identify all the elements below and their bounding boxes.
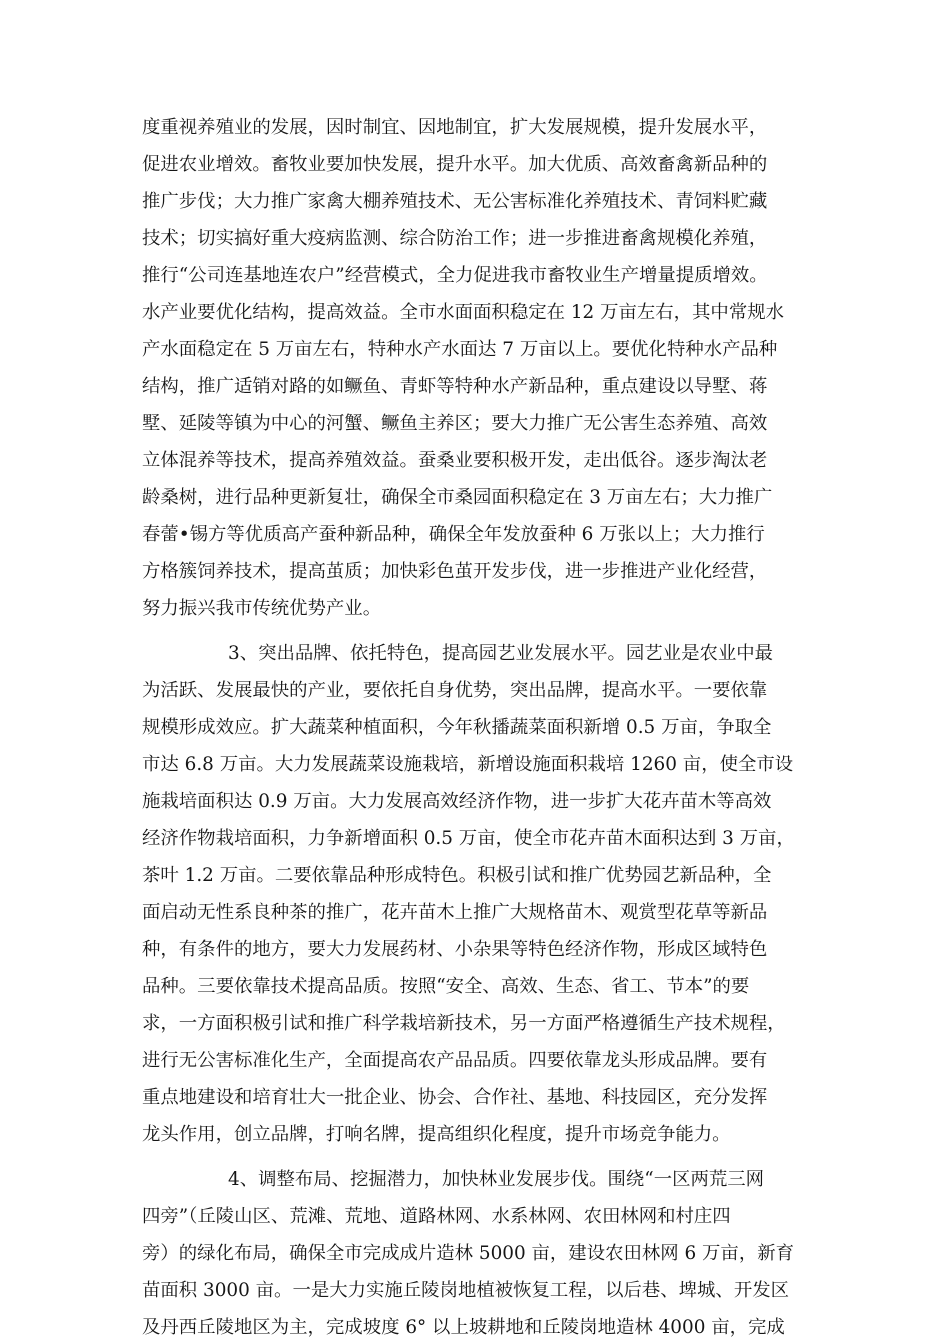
text-line: 及丹西丘陵地区为主，完成坡度 6° 以上坡耕地和丘陵岗地造林 4000 亩，完成 <box>142 1317 785 1338</box>
text-line: 技术；切实搞好重大疫病监测、综合防治工作；进一步推进畜禽规模化养殖， <box>142 228 768 249</box>
text-line: 3、突出品牌、依托特色，提高园艺业发展水平。园艺业是农业中最 <box>228 643 774 664</box>
text-line: 苗面积 3000 亩。一是大力实施丘陵岗地植被恢复工程，以后巷、埤城、开发区 <box>142 1280 789 1301</box>
text-line: 促进农业增效。畜牧业要加快发展，提升水平。加大优质、高效畜禽新品种的 <box>142 154 768 175</box>
text-line: 墅、延陵等镇为中心的河蟹、鳜鱼主养区；要大力推广无公害生态养殖、高效 <box>142 413 768 434</box>
text-line: 推广步伐；大力推广家禽大棚养殖技术、无公害标准化养殖技术、青饲料贮藏 <box>142 191 768 212</box>
text-line: 努力振兴我市传统优势产业。 <box>142 598 382 619</box>
text-line: 市达 6.8 万亩。大力发展蔬菜设施栽培，新增设施面积栽培 1260 亩，使全市设 <box>142 754 794 775</box>
text-line: 施栽培面积达 0.9 万亩。大力发展高效经济作物，进一步扩大花卉苗木等高效 <box>142 791 772 812</box>
text-line: 品种。三要依靠技术提高品质。按照“安全、高效、生态、省工、节本”的要 <box>142 976 750 997</box>
text-line: 度重视养殖业的发展，因时制宜、因地制宜，扩大发展规模，提升发展水平， <box>142 117 768 138</box>
text-line: 方格簇饲养技术，提高茧质；加快彩色茧开发步伐，进一步推进产业化经营， <box>142 561 768 582</box>
text-line: 4、调整布局、挖掘潜力，加快林业发展步伐。围绕“一区两荒三网 <box>228 1169 765 1190</box>
text-line: 为活跃、发展最快的产业，要依托自身优势，突出品牌，提高水平。一要依靠 <box>142 680 768 701</box>
text-line: 水产业要优化结构，提高效益。全市水面面积稳定在 12 万亩左右，其中常规水 <box>142 302 784 323</box>
text-line: 龙头作用，创立品牌，打响名牌，提高组织化程度，提升市场竞争能力。 <box>142 1124 731 1145</box>
text-line: 推行“公司连基地连农户”经营模式，全力促进我市畜牧业生产增量提质增效。 <box>142 265 768 286</box>
text-line: 旁）的绿化布局，确保全市完成成片造林 5000 亩，建设农田林网 6 万亩，新育 <box>142 1243 794 1264</box>
text-line: 求，一方面积极引试和推广科学栽培新技术，另一方面严格遵循生产技术规程， <box>142 1013 786 1034</box>
text-line: 规模形成效应。扩大蔬菜种植面积，今年秋播蔬菜面积新增 0.5 万亩，争取全 <box>142 717 772 738</box>
text-line: 茶叶 1.2 万亩。二要依靠品种形成特色。积极引试和推广优势园艺新品种，全 <box>142 865 772 886</box>
text-line: 产水面稳定在 5 万亩左右，特种水产水面达 7 万亩以上。要优化特种水产品种 <box>142 339 778 360</box>
text-line: 进行无公害标准化生产，全面提高农产品品质。四要依靠龙头形成品牌。要有 <box>142 1050 768 1071</box>
text-line: 结构，推广适销对路的如鳜鱼、青虾等特种水产新品种，重点建设以导墅、蒋 <box>142 376 768 397</box>
text-line: 立体混养等技术，提高养殖效益。蚕桑业要积极开发，走出低谷。逐步淘汰老 <box>142 450 768 471</box>
text-line: 四旁”（丘陵山区、荒滩、荒地、道路林网、水系林网、农田林网和村庄四 <box>142 1206 731 1227</box>
text-line: 春蕾•锡方等优质高产蚕种新品种，确保全年发放蚕种 6 万张以上；大力推行 <box>142 524 765 545</box>
text-line: 面启动无性系良种茶的推广，花卉苗木上推广大规格苗木、观赏型花草等新品 <box>142 902 768 923</box>
text-line: 经济作物栽培面积，力争新增面积 0.5 万亩，使全市花卉苗木面积达到 3 万亩， <box>142 828 795 849</box>
text-line: 龄桑树，进行品种更新复壮，确保全市桑园面积稳定在 3 万亩左右；大力推广 <box>142 487 773 508</box>
text-line: 重点地建设和培育壮大一批企业、协会、合作社、基地、科技园区，充分发挥 <box>142 1087 768 1108</box>
text-line: 种，有条件的地方，要大力发展药材、小杂果等特色经济作物，形成区域特色 <box>142 939 768 960</box>
